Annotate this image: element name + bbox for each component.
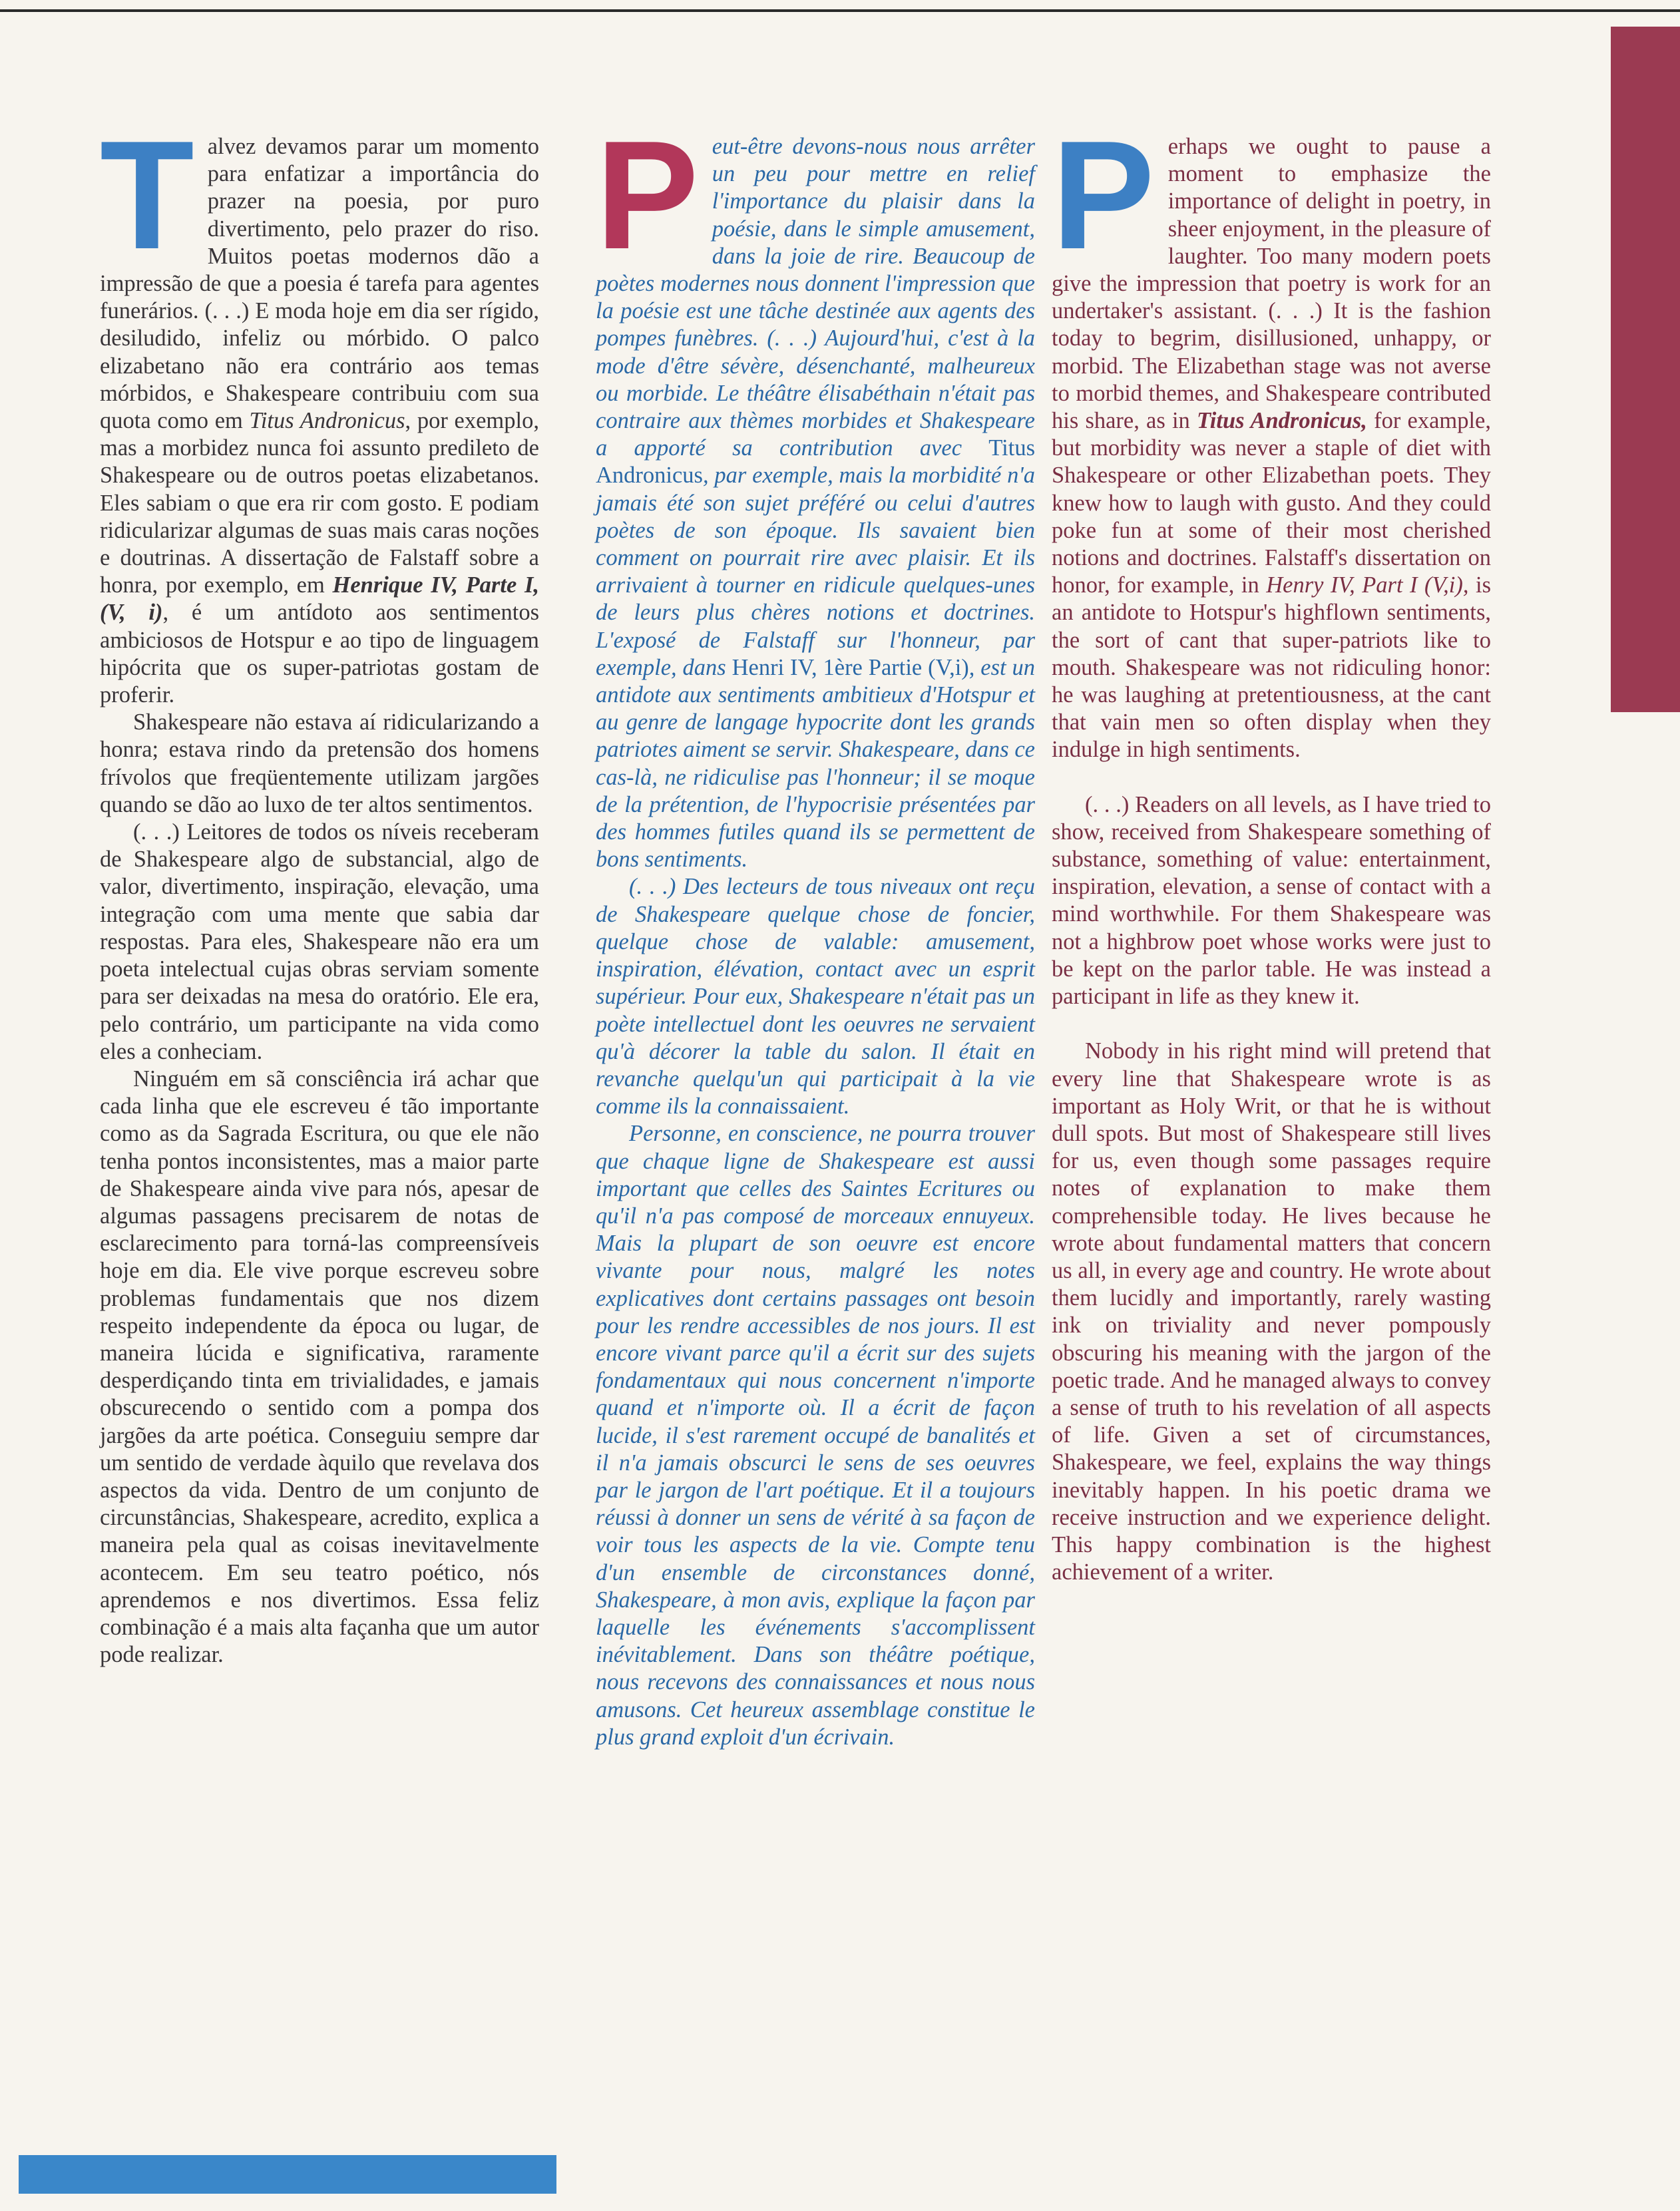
- side-color-bar: [1611, 27, 1680, 712]
- portuguese-play-title: Titus Andronicus: [249, 408, 405, 434]
- portuguese-text: , por exemplo, mas a morbidez nunca foi assunto predileto de Shakespeare ou de outros poetas elizabetanos. Eles sabiam o que era rir com gosto. E podiam ridicularizar algumas de suas mais caras noções e doutrinas. A dissertação de Falstaff sobre a honra, por exemplo, em: [100, 408, 539, 598]
- french-text: , par exemple, mais la morbidité n'a jamais été son sujet préféré ou celui d'autres poètes de son époque. Ils savaient bien comment on pourrait rire avec plaisir. Et ils arrivaient à tourner en ridicule quelques-unes de leurs plus chères notions et doctrines. L'exposé de Falstaff sur l'honneur, par exemple, dans: [596, 463, 1035, 680]
- english-paragraph-2: (. . .) Readers on all levels, as I have tried to show, received from Shakespeare something of substance, something of value: entertainment, inspiration, elevation, a sense of contact with a mind worthwhile. For them Shakespeare was not a highbrow poet whose works were just to be kept on the parlor table. He was instead a participant in life as they knew it.: [1052, 791, 1491, 1010]
- french-play-reference: Henri IV, 1ère Partie (V,i): [732, 654, 969, 680]
- french-play-title: Titus Andronicus: [596, 435, 1035, 489]
- top-rule: [0, 9, 1680, 12]
- portuguese-column: [100, 109, 540, 1669]
- english-play-reference: Henry IV, Part I (V,i),: [1266, 572, 1469, 598]
- english-text: is an antidote to Hotspur's highflown sentiments, the sort of cant that super-patriots like to mouth. Shakespeare was not ridiculing honor: he was laughing at pretentiousness, at the cant that vain men so often display when they indulge in high sentiments.: [1052, 572, 1491, 763]
- english-paragraph-1: [1052, 109, 1491, 764]
- bottom-color-bar: [19, 2155, 556, 2194]
- portuguese-drop-cap: T: [100, 109, 194, 282]
- english-column: [1052, 109, 1491, 1586]
- portuguese-paragraph-4: Ninguém em sã consciência irá achar que cada linha que ele escreveu é tão importante como as da Sagrada Escritura, ou que ele não tenha pontos inconsistentes, mas a maior parte de Shakespeare ainda vive para nós, apesar de algumas passagens precisarem de notas de esclarecimento para torná-las compreensíveis hoje em dia. Ele vive porque escreveu sobre problemas fundamentais que nos dizem respeito independente da época ou lugar, de maneira lúcida e significativa, raramente desperdiçando tinta em trivialidades, e jamais obscurecendo o sentido com a pompa dos jargões da arte poética. Conseguiu sempre dar um sentido de verdade àquilo que revelava dos aspectos da vida. Dentro de um conjunto de circunstâncias, Shakespeare, acredito, explica a maneira pela qual as coisas inevitavelmente acontecem. Em seu teatro poético, nós aprendemos e nos divertimos. Essa feliz combinação é a mais alta façanha que um autor pode realizar.: [100, 1066, 539, 1668]
- english-paragraph-3: Nobody in his right mind will pretend that every line that Shakespeare wrote is as important as Holy Writ, or that he is without dull spots. But most of Shakespeare still lives for us, even though some passages require notes of explanation to make them comprehensible today. He lives because he wrote about fundamental matters that concern us all, in every age and country. He wrote about them lucidly and importantly, rarely wasting ink on triviality and never pompously obscuring his meaning with the jargon of the poetic trade. And he managed always to convey a sense of truth to his revelation of all aspects of life. Given a set of circumstances, Shakespeare, we feel, explains the way things inevitably happen. In his poetic drama we receive instruction and we experience delight. This happy combination is the highest achievement of a writer.: [1052, 1038, 1491, 1585]
- portuguese-play-reference: Henrique IV, Parte I, (V, i): [100, 572, 540, 626]
- french-drop-cap: P: [596, 109, 699, 282]
- portuguese-text: , é um antídoto aos sentimentos ambiciosos de Hotspur e ao tipo de linguagem hipócrita que os super-patriotas gostam de proferir.: [100, 600, 539, 708]
- portuguese-paragraph-1: [100, 109, 540, 709]
- english-text: for example, but morbidity was never a staple of diet with Shakespeare or other Elizabethan poets. They knew how to laugh with gusto. And they could poke fun at some of their most cherished notions and doctrines. Falstaff's dissertation on honor, for example, in: [1052, 408, 1491, 598]
- portuguese-text: alvez devamos parar um momento para enfatizar a importância do prazer na poesia, por puro divertimento, pelo prazer do riso. Muitos poetas modernos dão a impressão de que a poesia é tarefa para agentes funerários. (. . .) E moda hoje em dia ser rígido, desiludido, infeliz ou mórbido. O palco elizabetano não era contrário aos temas mórbidos, e Shakespeare contribuiu com sua quota como em: [100, 134, 539, 434]
- french-paragraph-3: Personne, en conscience, ne pourra trouver que chaque ligne de Shakespeare est aussi important que celles des Saintes Ecritures ou qu'il n'a pas composé de morceaux ennuyeux. Mais la plupart de son oeuvre est encore vivante pour nous, malgré les notes explicatives dont certains passages ont besoin pour les rendre accessibles de nos jours. Il est encore vivant parce qu'il a écrit sur des sujets fondamentaux qui nous concernent n'importe quand et n'importe où. Il a écrit de façon lucide, il s'est rarement occupé de banalités et il n'a jamais obscurci le sens de ses oeuvres par le jargon de l'art poétique. Et il a toujours réussi à donner un sens de vérité à sa façon de voir tous les aspects de la vie. Compte tenu d'un ensemble de circonstances donné, Shakespeare, à mon avis, explique la façon par laquelle les événements s'accomplissent inévitablement. Dans son théâtre poétique, nous recevons des connaissances et nous nous amusons. Cet heureux assemblage constitue le plus grand exploit d'un écrivain.: [596, 1121, 1035, 1750]
- portuguese-paragraph-2: Shakespeare não estava aí ridicularizando a honra; estava rindo da pretensão dos homens frívolos que freqüentemente utilizam jargões quando se dão ao luxo de ter altos sentimentos.: [100, 709, 539, 817]
- french-text: eut-être devons-nous nous arrêter un peu pour mettre en relief l'importance du plaisir dans la poésie, dans le simple amusement, dans la joie de rire. Beaucoup de poètes modernes nous donnent l'impression que la poésie est une tâche destinée aux agents des pompes funèbres. (. . .) Aujourd'hui, c'est à la mode d'être sévère, désenchanté, malheureux ou morbide. Le théâtre élisabéthain n'était pas contraire aux thèmes morbides et Shakespeare a apporté sa contribution avec: [596, 134, 1035, 461]
- french-text: , est un antidote aux sentiments ambitieux d'Hotspur et au genre de langage hypocrite dont les grands patriotes aiment se servir. Shakespeare, dans ce cas-là, ne ridiculise pas l'honneur; il se moque de la prétention, de l'hypocrisie présentées par des hommes futiles quand ils se permettent de bons sentiments.: [596, 654, 1036, 873]
- english-drop-cap: P: [1052, 109, 1155, 282]
- portuguese-paragraph-3: (. . .) Leitores de todos os níveis receberam de Shakespeare algo de substancial, algo de valor, divertimento, inspiração, elevação, uma integração com uma mente que sabia dar respostas. Para eles, Shakespeare não era um poeta intelectual cujas obras serviam somente para ser deixadas na mesa do oratório. Ele era, pelo contrário, um participante na vida como eles a conheciam.: [100, 819, 539, 1064]
- english-text: erhaps we ought to pause a moment to emphasize the importance of delight in poetry, in sheer enjoyment, in the pleasure of laughter. Too many modern poets give the impression that poetry is work for an undertaker's assistant. (. . .) It is the fashion today to begrim, disillusioned, unhappy, or morbid. The Elizabethan stage was not averse to morbid themes, and Shakespeare contributed his share, as in: [1052, 134, 1491, 434]
- english-play-title: Titus Andronicus,: [1196, 408, 1367, 434]
- french-column: [596, 109, 1036, 1751]
- french-paragraph-2: (. . .) Des lecteurs de tous niveaux ont reçu de Shakespeare quelque chose de foncier, quelque chose de valable: amusement, inspiration, élévation, contact avec un esprit supérieur. Pour eux, Shakespeare n'était pas un poète intellectuel dont les oeuvres ne servaient qu'à décorer la table du salon. Il était en revanche quelqu'un qui participait à la vie comme ils la connaissaient.: [596, 874, 1035, 1119]
- french-paragraph-1: [596, 109, 1036, 873]
